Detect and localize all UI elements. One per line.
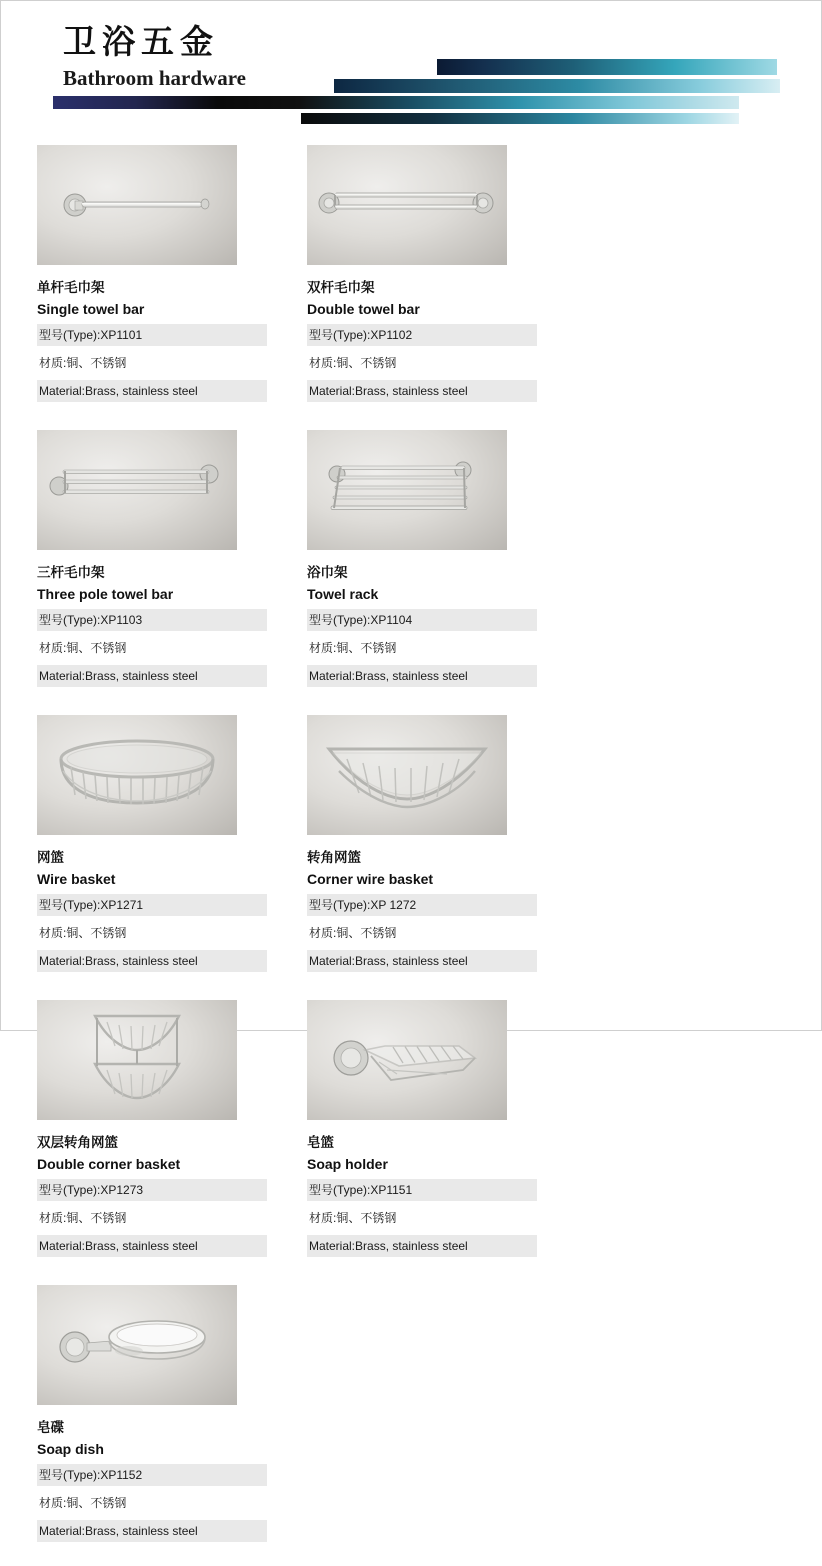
single-towel-bar-icon: [37, 145, 237, 265]
product-material-cn: 材质:铜、不锈钢: [39, 1496, 127, 1510]
product-material-en: Material:Brass, stainless steel: [37, 1520, 267, 1542]
product-photo-wire-basket: [37, 715, 237, 835]
decorative-ribbon-3: [53, 96, 739, 109]
product-type: 型号(Type):XP1101: [37, 324, 267, 346]
product-photo-double-corner-basket: [37, 1000, 237, 1120]
double-corner-basket-icon: [37, 1000, 237, 1120]
product-material-cn: 材质:铜、不锈钢: [39, 1211, 127, 1225]
decorative-ribbon-1: [437, 59, 777, 75]
product-material-en: Material:Brass, stainless steel: [307, 1235, 537, 1257]
product-card: [31, 141, 301, 402]
wire-basket-icon: [37, 715, 237, 835]
three-pole-towel-bar-icon: [37, 430, 237, 550]
product-type: 型号(Type):XP 1272: [307, 894, 537, 916]
product-type: 型号(Type):XP1102: [307, 324, 537, 346]
brand-title-en: Bathroom hardware: [63, 66, 246, 90]
product-material-en: Material:Brass, stainless steel: [37, 380, 267, 402]
product-name-cn: 皂篮: [307, 1135, 334, 1150]
product-card: [301, 426, 571, 687]
corner-wire-basket-icon: [307, 715, 507, 835]
product-photo-single-towel-bar: [37, 145, 237, 265]
product-name-en: Soap dish: [37, 1441, 104, 1457]
product-photo-soap-dish: [37, 1285, 237, 1405]
product-name-cn: 浴巾架: [307, 565, 348, 580]
product-name-en: Double towel bar: [307, 301, 420, 317]
product-type: 型号(Type):XP1273: [37, 1179, 267, 1201]
product-material-en: Material:Brass, stainless steel: [37, 950, 267, 972]
product-type: 型号(Type):XP1152: [37, 1464, 267, 1486]
brand-title-cn: 卫浴五金: [63, 25, 219, 61]
product-grid: [1, 141, 822, 1566]
product-card: [301, 141, 571, 402]
product-card: [301, 711, 571, 972]
product-name-en: Corner wire basket: [307, 871, 434, 887]
product-name-en: Soap holder: [307, 1156, 388, 1172]
product-photo-soap-holder: [307, 1000, 507, 1120]
product-material-cn: 材质:铜、不锈钢: [309, 641, 397, 655]
product-name-cn: 转角网篮: [307, 850, 361, 865]
product-name-en: Single towel bar: [37, 301, 145, 317]
product-type: 型号(Type):XP1103: [37, 609, 267, 631]
towel-rack-icon: [307, 430, 507, 550]
product-photo-double-towel-bar: [307, 145, 507, 265]
product-type: 型号(Type):XP1271: [37, 894, 267, 916]
product-name-cn: 单杆毛巾架: [37, 280, 105, 295]
product-material-cn: 材质:铜、不锈钢: [39, 926, 127, 940]
product-name-en: Double corner basket: [37, 1156, 181, 1172]
product-type: 型号(Type):XP1151: [307, 1179, 537, 1201]
product-material-cn: 材质:铜、不锈钢: [309, 356, 397, 370]
product-material-en: Material:Brass, stainless steel: [307, 665, 537, 687]
product-card: [301, 996, 571, 1257]
soap-holder-icon: [307, 1000, 507, 1120]
product-photo-three-pole-towel-bar: [37, 430, 237, 550]
product-material-cn: 材质:铜、不锈钢: [309, 926, 397, 940]
brand-block: [63, 23, 323, 91]
double-towel-bar-icon: [307, 145, 507, 265]
decorative-ribbon-2: [334, 79, 780, 93]
product-material-cn: 材质:铜、不锈钢: [39, 641, 127, 655]
product-material-en: Material:Brass, stainless steel: [307, 950, 537, 972]
product-type: 型号(Type):XP1104: [307, 609, 537, 631]
product-photo-towel-rack: [307, 430, 507, 550]
page-header: [1, 1, 821, 141]
product-material-en: Material:Brass, stainless steel: [307, 380, 537, 402]
product-material-en: Material:Brass, stainless steel: [37, 665, 267, 687]
product-name-cn: 皂碟: [37, 1420, 64, 1435]
product-name-cn: 双杆毛巾架: [307, 280, 375, 295]
product-card: [31, 426, 301, 687]
product-name-cn: 网篮: [37, 850, 64, 865]
product-name-en: Wire basket: [37, 871, 116, 887]
product-card: [31, 1281, 301, 1542]
product-card: [31, 711, 301, 972]
product-name-en: Towel rack: [307, 586, 379, 602]
product-name-en: Three pole towel bar: [37, 586, 174, 602]
product-material-cn: 材质:铜、不锈钢: [309, 1211, 397, 1225]
product-name-cn: 三杆毛巾架: [37, 565, 105, 580]
product-name-cn: 双层转角网篮: [37, 1135, 118, 1150]
product-material-en: Material:Brass, stainless steel: [37, 1235, 267, 1257]
soap-dish-icon: [37, 1285, 237, 1405]
product-card: [31, 996, 301, 1257]
product-material-cn: 材质:铜、不锈钢: [39, 356, 127, 370]
decorative-ribbon-4: [301, 113, 739, 124]
product-photo-corner-wire-basket: [307, 715, 507, 835]
